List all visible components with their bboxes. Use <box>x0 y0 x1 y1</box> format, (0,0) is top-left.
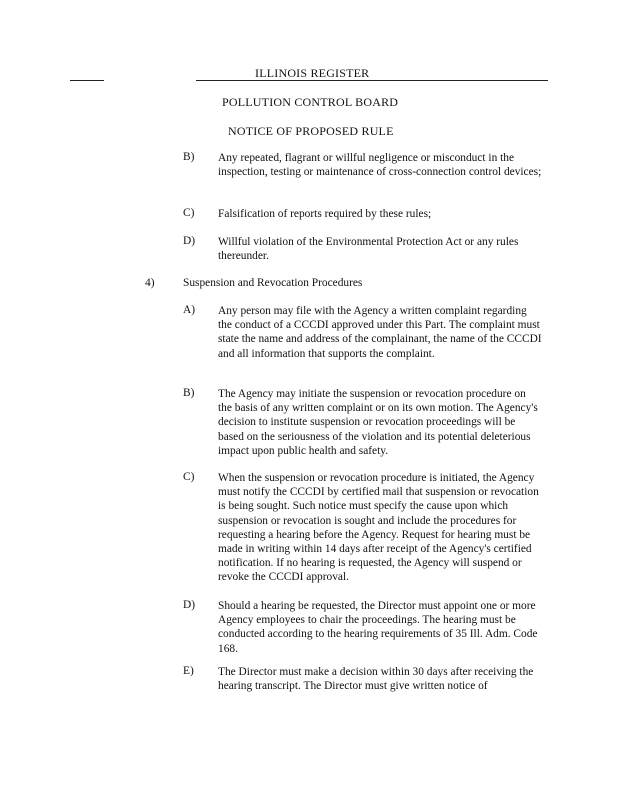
register-title: ILLINOIS REGISTER <box>255 66 370 80</box>
subitem-c-mark: C) <box>183 471 195 483</box>
subitem-a-text: Any person may file with the Agency a written complaint regarding the conduct of a CCCDI approved under this Part. The complaint must state the name and address of the complainant, the name of the CCCDI and all information that supports the complaint. <box>218 305 542 360</box>
item-b-text: Any repeated, flagrant or willful negligence or misconduct in the inspection, testing or maintenance of cross-connection control devices; <box>218 152 542 179</box>
subitem-d-text: Should a hearing be requested, the Director must appoint one or more Agency employees to chair the proceedings. The hearing must be conducted according to the hearing requirements of 35 Ill. Adm. Code 168. <box>218 600 538 655</box>
subitem-e-mark: E) <box>183 665 194 677</box>
notice-title: NOTICE OF PROPOSED RULE <box>228 124 394 138</box>
section-number: 4) <box>145 277 155 289</box>
item-c-text: Falsification of reports required by these rules; <box>218 208 432 220</box>
subitem-c-text: When the suspension or revocation procedure is initiated, the Agency must notify the CCCDI by certified mail that suspension or revocation is being sought. Such notice must specify the cause upon which suspension or revocation is sought and include the procedures for requesting a hearing before the Agency. Request for hearing must be made in writing within 14 days after receipt of the Agency's certified notification. If no hearing is requested, the Agency will suspend or revoke the CCCDI approval. <box>218 472 539 584</box>
subitem-b-mark: B) <box>183 387 195 399</box>
subitem-a-mark: A) <box>183 304 196 316</box>
header-rule-right <box>196 80 548 81</box>
item-c-mark: C) <box>183 207 195 219</box>
subitem-e-text: The Director must make a decision within 30 days after receiving the hearing transcript. The Director must give written notice of <box>218 666 534 693</box>
item-d-text: Willful violation of the Environmental Protection Act or any rules thereunder. <box>218 236 519 263</box>
item-d-mark: D) <box>183 235 196 247</box>
board-name: POLLUTION CONTROL BOARD <box>222 95 399 109</box>
subitem-b-text: The Agency may initiate the suspension or revocation procedure on the basis of any written complaint or on its own motion. The Agency's decision to institute suspension or revocation proceedings will be based on the seriousness of the violation and its potential deleterious impact upon public health and safety. <box>218 388 538 457</box>
section-heading: Suspension and Revocation Procedures <box>183 277 363 289</box>
subitem-d-mark: D) <box>183 599 196 611</box>
header-rule-left <box>70 80 104 81</box>
item-b-mark: B) <box>183 151 195 163</box>
